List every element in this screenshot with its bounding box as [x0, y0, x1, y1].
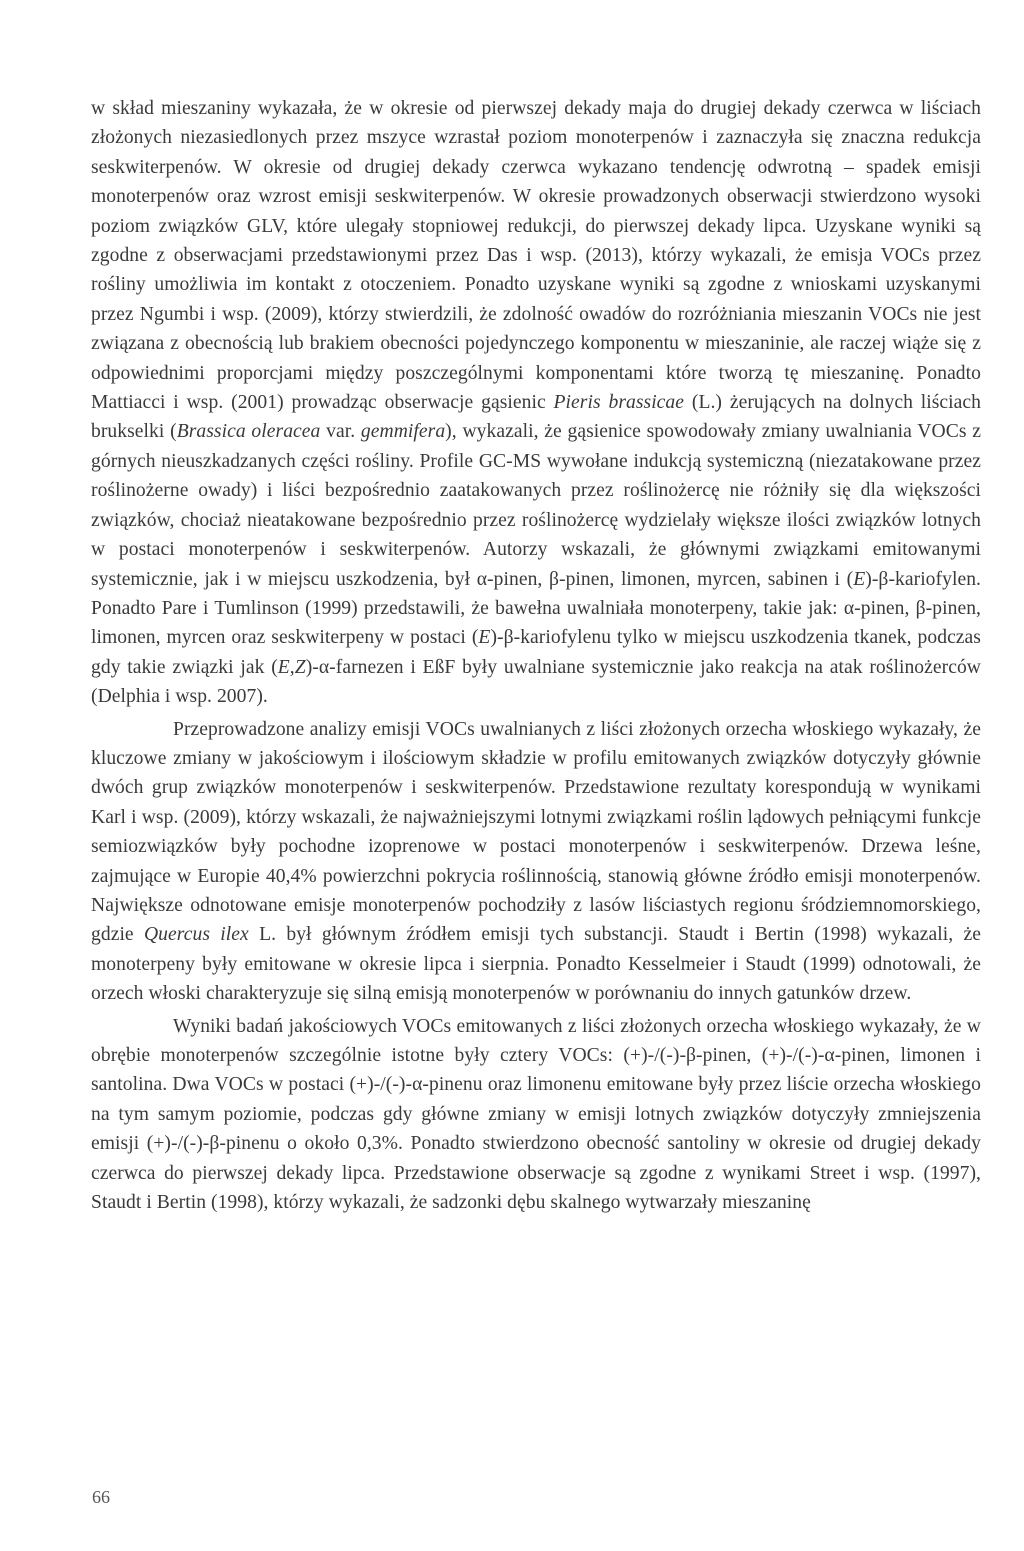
text-run: )-α-farnezen i EßF były uwalniane systemicznie jako reakcja na atak roślinożerców (Delphia i wsp. 2007). [91, 656, 981, 708]
text-run: )-β-kariofylenu tylko w miejscu uszkodzenia tkanek, podczas gdy takie związki jak ( [91, 627, 981, 678]
text-run: ), wykazali, że gąsienice spowodowały zmiany uwalniania VOCs z górnych nieuszkadzanych części rośliny. Profile GC-MS wywołane indukcją systemiczną (niezatakowane przez roślinożerne owady) i liści bezpośrednio zaatakowanych przez roślinożercę nie różniły się dla większości związków, chociaż nieatakowane bezpośrednio przez roślinożercę wydzielały większe ilości związków lotnych w postaci monoterpenów i seskwiterpenów. Autorzy wskazali, że głównymi związkami emitowanymi systemicznie, jak i w miejscu uszkodzenia, był α-pinen, β-pinen, limonen, myrcen, sabinen i ( [91, 421, 981, 590]
italic-text: E [478, 627, 491, 649]
paragraph-3 [91, 1012, 981, 1218]
italic-text: E [853, 568, 866, 590]
italic-text: E,Z [277, 656, 306, 678]
text-run: Wyniki badań jakościowych VOCs emitowanych z liści złożonych orzecha włoskiego wykazały, że w obrębie monoterpenów szczególnie istotne były cztery VOCs: (+)-/(-)-β-pinen, (+)-/(-)-α-pinen, limonen i santolina. Dwa VOCs w postaci (+)-/(-)-α-pinenu oraz limonenu emitowane były przez liście orzecha włoskiego na tym samym poziomie, podczas gdy główne zmiany w emisji lotnych związków dotyczyły zmniejszenia emisji (+)-/(-)-β-pinenu o około 0,3%. Ponadto stwierdzono obecność santoliny w okresie od drugiej dekady czerwca do pierwszej dekady lipca. Przedstawione obserwacje są zgodne z wynikami Street i wsp. (1997), Staudt i Bertin (1998), którzy wykazali, że sadzonki dębu skalnego wytwarzały mieszaninę [91, 1015, 981, 1214]
italic-text: Pieris brassicae [553, 392, 685, 414]
text-run: Przeprowadzone analizy emisji VOCs uwalnianych z liści złożonych orzecha włoskiego wykazały, że kluczowe zmiany w jakościowym i ilościowym składzie w profilu emitowanych związków dotyczyły głównie dwóch grup związków monoterpenów i seskwiterpenów. Przedstawione rezultaty korespondują w wynikami Karl i wsp. (2009), którzy wskazali, że najważniejszymi lotnymi związkami roślin lądowych pełniącymi funkcje semiozwiązków były pochodne izoprenowe w postaci monoterpenów i seskwiterpenów. Drzewa leśne, zajmujące w Europie 40,4% powierzchni pokrycia roślinnością, stanowią główne źródło emisji monoterpenów. Największe odnotowane emisje monoterpenów pochodziły z lasów liściastych regionu śródziemnomorskiego, gdzie [91, 718, 981, 946]
text-run: (L.) żerujących na dolnych liściach brukselki ( [91, 392, 981, 443]
page-body [91, 94, 981, 1217]
paragraph-2 [91, 715, 981, 1009]
text-run: w skład mieszaniny wykazała, że w okresie od pierwszej dekady maja do drugiej dekady czerwca w liściach złożonych niezasiedlonych przez mszyce wzrastał poziom monoterpenów i zaznaczyła się znaczna redukcja seskwiterpenów. W okresie od drugiej dekady czerwca wykazano tendencję odwrotną – spadek emisji monoterpenów oraz wzrost emisji seskwiterpenów. W okresie prowadzonych obserwacji stwierdzono wysoki poziom związków GLV, które ulegały stopniowej redukcji, do pierwszej dekady lipca. Uzyskane wyniki są zgodne z obserwacjami przedstawionymi przez Das i wsp. (2013), którzy wykazali, że emisja VOCs przez rośliny umożliwia im kontakt z otoczeniem. Ponadto uzyskane wyniki są zgodne z wnioskami uzyskanymi przez Ngumbi i wsp. (2009), którzy stwierdzili, że zdolność owadów do rozróżniania mieszanin VOCs nie jest związana z obecnością lub brakiem obecności pojedynczego komponentu w mieszaninie, ale raczej wiąże się z odpowiednimi proporcjami między poszczególnymi komponentami które tworzą tę mieszaninę. Ponadto Mattiacci i wsp. (2001) prowadząc obserwacje gąsienic [91, 98, 981, 414]
text-run: )-β-kariofylen. Ponadto Pare i Tumlinson (1999) przedstawili, że bawełna uwalniała monoterpeny, takie jak: α-pinen, β-pinen, limonen, myrcen oraz seskwiterpeny w postaci ( [91, 568, 981, 649]
text-run: L. był głównym źródłem emisji tych substancji. Staudt i Bertin (1998) wykazali, że monoterpeny były emitowane w okresie lipca i sierpnia. Ponadto Kesselmeier i Staudt (1999) odnotowali, że orzech włoski charakteryzuje się silną emisją monoterpenów w porównaniu do innych gatunków drzew. [91, 924, 981, 1005]
paragraph-1 [91, 94, 981, 712]
page-number: 66 [92, 1487, 110, 1507]
italic-text: gemmifera [360, 421, 446, 443]
italic-text: Quercus ilex [143, 924, 249, 946]
italic-text: Brassica oleracea [176, 421, 321, 443]
text-run: var. [320, 421, 361, 443]
